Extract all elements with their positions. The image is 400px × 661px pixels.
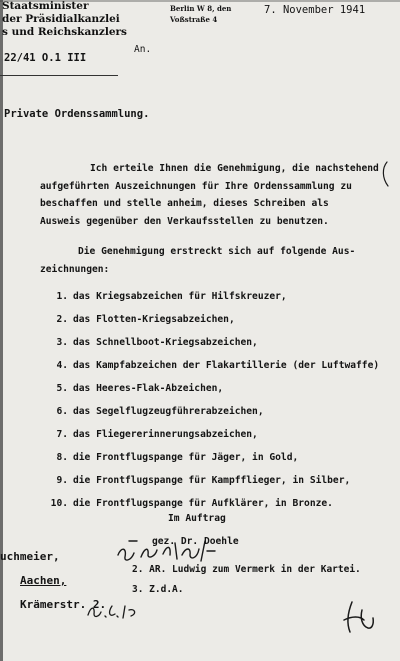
letter-date: 7. November 1941 [264,4,366,16]
list-item-number: 10. [50,498,68,509]
recipient-street: Krämerstr. 2. [20,598,107,611]
addressee-marker: An. [134,44,152,55]
handwritten-initials-mark [340,598,380,638]
list-item [46,423,379,446]
place-line-1: Berlin W 8, den [170,4,232,13]
list-item-number: 6. [56,406,68,417]
subject-line: Private Ordenssammlung. [4,108,150,120]
paragraph-line: Die Genehmigung erstreckt sich auf folgende Aus- [78,246,356,257]
letterhead [2,0,127,39]
list-item-text: das Fliegererinnerungsabzeichen, [73,429,258,440]
list-item-number: 2. [56,314,68,325]
in-order-line: Im Auftrag [168,513,226,524]
recipient-city-line [0,569,106,593]
list-item-number: 8. [56,452,68,463]
reference-divider [0,75,118,76]
recipient-city: Aachen, [20,574,67,587]
list-item-text: das Flotten-Kriegsabzeichen, [73,314,235,325]
letterhead-line-2: der Präsidialkanzlei [2,13,120,25]
recipient-name: uchmeier, [0,550,60,563]
paragraph-line: Ausweis gegenüber den Verkaufsstellen zu benutzen. [40,215,329,227]
list-item-text: das Kampfabzeichen der Flakartillerie (der Luftwaffe) [73,360,380,371]
letterhead-line-3: s und Reichskanzlers [2,26,127,38]
list-item-text: das Schnellboot-Kriegsabzeichen, [73,337,258,348]
paragraph-permission [40,160,395,230]
list-item [46,354,379,377]
list-item [46,492,379,515]
place-block [170,3,231,25]
reference-number: 22/41 O.1 III [4,52,87,64]
list-item [46,331,379,354]
list-item-number: 7. [56,429,68,440]
handwritten-bracket-mark [378,160,392,190]
list-item-text: das Heeres-Flak-Abzeichen, [73,383,224,394]
paragraph-line: Ich erteile Ihnen die Genehmigung, die nachstehend [90,163,379,174]
list-item [46,285,379,308]
list-item-number: 3. [56,337,68,348]
list-item-number: 1. [56,291,68,302]
letterhead-line-1: Staatsminister [2,0,89,12]
list-item-number: 9. [56,475,68,486]
list-item [46,400,379,423]
list-item [46,377,379,400]
handwritten-date-mark [85,600,155,622]
note-line: 3. Z.d.A. [132,584,184,595]
list-item [46,446,379,469]
list-item-text: die Frontflugspange für Aufklärer, in Bronze. [73,498,333,509]
note-line: 2. AR. Ludwig zum Vermerk in der Kartei. [132,564,361,575]
paragraph-line: beschaffen und stelle anheim, dieses Schreiben als [40,198,329,209]
list-item-text: die Frontflugspange für Kampfflieger, in Silber, [73,475,351,486]
paragraph-line: aufgeführten Auszeichnungen für Ihre Ordenssammlung zu [40,180,352,192]
paragraph-scope [40,243,395,278]
list-item [46,308,379,331]
list-item-text: das Kriegsabzeichen für Hilfskreuzer, [73,291,287,302]
list-item-text: das Segelflugzeugführerabzeichen, [73,406,264,417]
decorations-list [46,285,379,515]
list-item-number: 5. [56,383,68,394]
list-item-text: die Frontflugspange für Jäger, in Gold, [73,452,299,463]
place-line-2: Voßstraße 4 [170,15,218,24]
signer-line: gez. Dr. Doehle [152,536,239,547]
list-item [46,469,379,492]
paragraph-line: zeichnungen: [40,263,110,275]
handwritten-annotation-mark [115,535,230,570]
list-item-number: 4. [56,360,68,371]
